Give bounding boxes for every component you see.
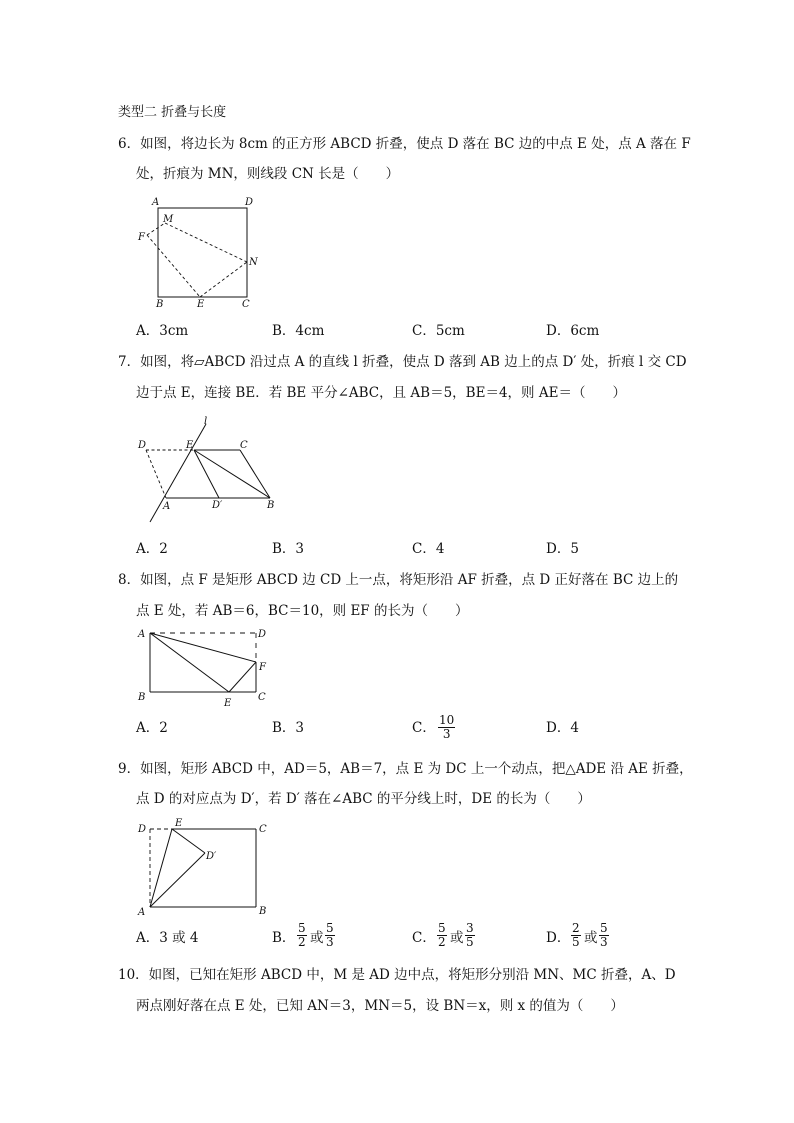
q6-label-f: F bbox=[138, 232, 145, 243]
q7-label-e: E bbox=[186, 440, 194, 451]
q9-option-c: C． bbox=[412, 930, 436, 946]
q9-label-e: E bbox=[175, 818, 183, 829]
q9-label-b: B bbox=[259, 906, 267, 917]
q9-option-d-fraction-2 bbox=[599, 922, 609, 949]
q6-label-d: D bbox=[245, 197, 254, 208]
q8-label-a: A bbox=[138, 629, 146, 640]
q6-stem-line1: 6．如图，将边长为 8cm 的正方形 ABCD 折叠，使点 D 落在 BC 边的中点 E 处，点 A 落在 F bbox=[118, 136, 691, 152]
q9-option-d: D． bbox=[546, 930, 571, 946]
q8-option-d: D．4 bbox=[546, 720, 579, 736]
fraction-numerator: 3 bbox=[466, 921, 474, 935]
q9-option-b-fraction-2 bbox=[325, 922, 335, 949]
q7-stem-line1: 7．如图，将▱ABCD 沿过点 A 的直线 l 折叠，使点 D 落到 AB 边上的点 D′ 处，折痕 l 交 CD bbox=[118, 354, 687, 370]
q6-option-a: A．3cm bbox=[136, 323, 189, 339]
q7-label-l: l bbox=[204, 416, 208, 427]
q9-stem-line1: 9．如图，矩形 ABCD 中，AD＝5，AB＝7，点 E 为 DC 上一个动点，把△ADE 沿 AE 折叠， bbox=[118, 761, 693, 777]
q8-label-f: F bbox=[259, 662, 266, 673]
fraction-numerator: 2 bbox=[572, 921, 580, 935]
fraction-denominator: 5 bbox=[466, 935, 474, 949]
q9-label-dprime: D′ bbox=[206, 851, 217, 862]
q7-option-c: C．4 bbox=[412, 541, 445, 557]
q8-label-c: C bbox=[258, 692, 266, 703]
fraction-numerator: 5 bbox=[438, 921, 446, 935]
fraction-denominator: 5 bbox=[572, 935, 580, 949]
q8-option-a: A．2 bbox=[136, 720, 168, 736]
q9-label-d: D bbox=[138, 824, 147, 835]
q6-label-a: A bbox=[152, 197, 160, 208]
q6-label-b: B bbox=[156, 299, 164, 310]
q8-stem-line2: 点 E 处，若 AB＝6，BC＝10，则 EF 的长为（ ） bbox=[136, 603, 469, 619]
q9-stem-line2: 点 D 的对应点为 D′，若 D′ 落在∠ABC 的平分线上时，DE 的长为（ ） bbox=[136, 791, 591, 807]
q7-option-a: A．2 bbox=[136, 541, 168, 557]
q7-label-d: D bbox=[138, 440, 147, 451]
q8-label-e: E bbox=[224, 698, 232, 709]
q7-label-b: B bbox=[267, 500, 275, 511]
fraction-denominator: 2 bbox=[438, 935, 446, 949]
q9-option-b-fraction-1 bbox=[297, 922, 307, 949]
q6-label-n: N bbox=[249, 257, 258, 268]
q9-segment-adp bbox=[150, 853, 205, 907]
q6-option-d: D．6cm bbox=[546, 323, 600, 339]
q6-label-m: M bbox=[163, 214, 174, 225]
q7-option-d: D．5 bbox=[546, 541, 579, 557]
q9-option-b: B． bbox=[272, 930, 296, 946]
fraction-denominator: 3 bbox=[442, 727, 451, 741]
q9-label-a: A bbox=[138, 907, 146, 918]
q6-label-e: E bbox=[197, 299, 205, 310]
q7-label-dprime: D′ bbox=[212, 500, 223, 511]
fraction-denominator: 3 bbox=[600, 935, 608, 949]
q6-stem-line2: 处，折痕为 MN，则线段 CN 长是（ ） bbox=[136, 166, 400, 182]
q8-stem-line1: 8．如图，点 F 是矩形 ABCD 边 CD 上一点，将矩形沿 AF 折叠，点 D 正好落在 BC 边上的 bbox=[118, 572, 679, 588]
q9-option-c-fraction-2 bbox=[465, 922, 475, 949]
fraction-denominator: 2 bbox=[298, 935, 306, 949]
section-title: 类型二 折叠与长度 bbox=[118, 105, 227, 120]
fraction-numerator: 5 bbox=[326, 921, 334, 935]
q8-option-b: B．3 bbox=[272, 720, 305, 736]
fraction-denominator: 3 bbox=[326, 935, 334, 949]
q6-option-c: C．5cm bbox=[412, 323, 465, 339]
q7-option-b: B．3 bbox=[272, 541, 305, 557]
q9-segment-edp bbox=[172, 829, 205, 853]
q6-label-c: C bbox=[242, 299, 250, 310]
q9-option-c-or: 或 bbox=[450, 930, 464, 946]
fraction-numerator: 10 bbox=[439, 713, 455, 727]
fraction-numerator: 5 bbox=[600, 921, 608, 935]
q8-option-c: C． bbox=[412, 720, 436, 736]
q7-label-a: A bbox=[163, 501, 171, 512]
q9-option-d-fraction-1 bbox=[571, 922, 581, 949]
q9-option-a: A．3 或 4 bbox=[136, 930, 199, 946]
q9-option-b-or: 或 bbox=[310, 930, 324, 946]
q7-label-c: C bbox=[240, 440, 248, 451]
q7-stem-line2: 边于点 E，连接 BE．若 BE 平分∠ABC，且 AB＝5，BE＝4，则 AE＝（ ） bbox=[136, 385, 626, 401]
q10-stem-line1: 10．如图，已知在矩形 ABCD 中，M 是 AD 边中点，将矩形分别沿 MN、MC 折叠，A、D bbox=[118, 967, 676, 983]
q9-option-c-fraction-1 bbox=[437, 922, 447, 949]
fraction-numerator: 5 bbox=[298, 921, 306, 935]
q9-label-c: C bbox=[259, 824, 267, 835]
q8-label-d: D bbox=[258, 629, 267, 640]
q6-option-b: B．4cm bbox=[272, 323, 325, 339]
q9-crease-ae bbox=[150, 829, 172, 907]
q9-option-d-or: 或 bbox=[584, 930, 598, 946]
q10-stem-line2: 两点刚好落在点 E 处，已知 AN＝3，MN＝5，设 BN＝x，则 x 的值为（ ） bbox=[136, 998, 624, 1014]
q8-label-b: B bbox=[138, 692, 146, 703]
